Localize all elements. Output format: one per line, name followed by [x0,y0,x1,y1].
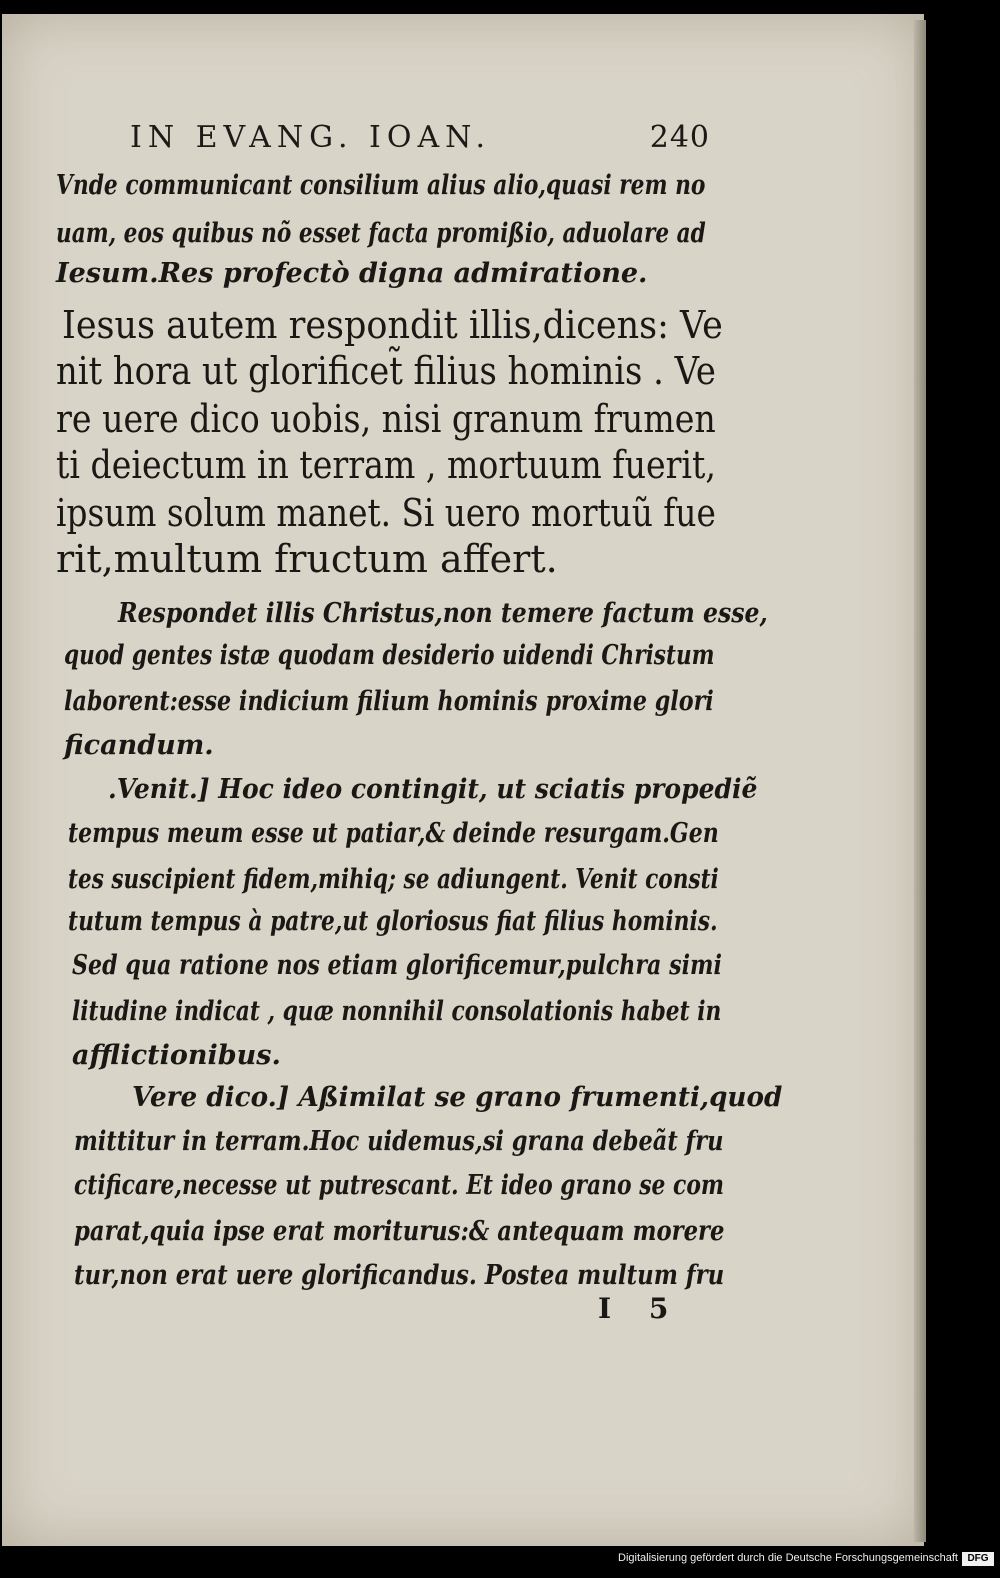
text-line: quod gentes istæ quodam desiderio uidendi Christum [64,640,715,671]
text-line: Iesum.Res profectò digna admiratione. [56,258,648,289]
text-line: Sed qua ratione nos etiam glorificemur,pulchra simi [72,950,722,981]
folio-number: 240 [649,120,710,155]
text-line: litudine indicat , quæ nonnihil consolationis habet in [72,996,722,1027]
running-title: IN EVANG. IOAN. [130,120,492,155]
text-line: Respondet illis Christus,non temere factum esse, [118,598,768,629]
text-line: tur,non erat uere glorificandus. Postea multum fru [74,1260,725,1291]
text-line: rit,multum fructum affert. [56,537,558,581]
digitization-credit: Digitalisierung gefördert durch die Deutsche Forschungsgemeinschaft [618,1552,958,1564]
text-line: Vere dico.] Aßimilat se grano frumenti,quod [132,1082,783,1113]
text-line: parat,quia ipse erat moriturus:& antequam morere [74,1216,725,1247]
text-line: .Venit.] Hoc ideo contingit, ut sciatis propediẽ [108,774,758,805]
signature-mark: I 5 [598,1292,683,1325]
text-line: nit hora ut glorificet̃ filius hominis . Ve [56,349,716,393]
text-line: ctificare,necesse ut putrescant. Et ideo grano se com [74,1170,725,1201]
text-line: tutum tempus à patre,ut gloriosus fiat filius hominis. [68,906,718,937]
text-line: ipsum solum manet. Si uero mortuũ fue [56,491,716,535]
page-edge [914,20,926,1542]
text-line: re uere dico uobis, nisi granum frumen [56,397,716,441]
text-line: ficandum. [64,730,214,761]
text-line: afflictionibus. [72,1040,281,1071]
text-line: Vnde communicant consilium alius alio,quasi rem no [56,170,706,201]
text-line: tes suscipient fidem,mihiq; se adiungent. Venit consti [68,864,719,895]
running-head [130,120,710,160]
text-line: mittitur in terram.Hoc uidemus,si grana debeãt fru [74,1126,724,1157]
text-line: Iesus autem respondit illis,dicens: Ve [62,303,723,347]
text-line: laborent:esse indicium filium hominis proxime glori [64,686,714,717]
text-line: ti deiectum in terram , mortuum fuerit, [56,443,716,487]
text-line: uam, eos quibus nõ esset facta promißio, aduolare ad [56,218,706,249]
dfg-logo: DFG [962,1552,994,1566]
text-line: tempus meum esse ut patiar,& deinde resurgam.Gen [68,818,719,849]
